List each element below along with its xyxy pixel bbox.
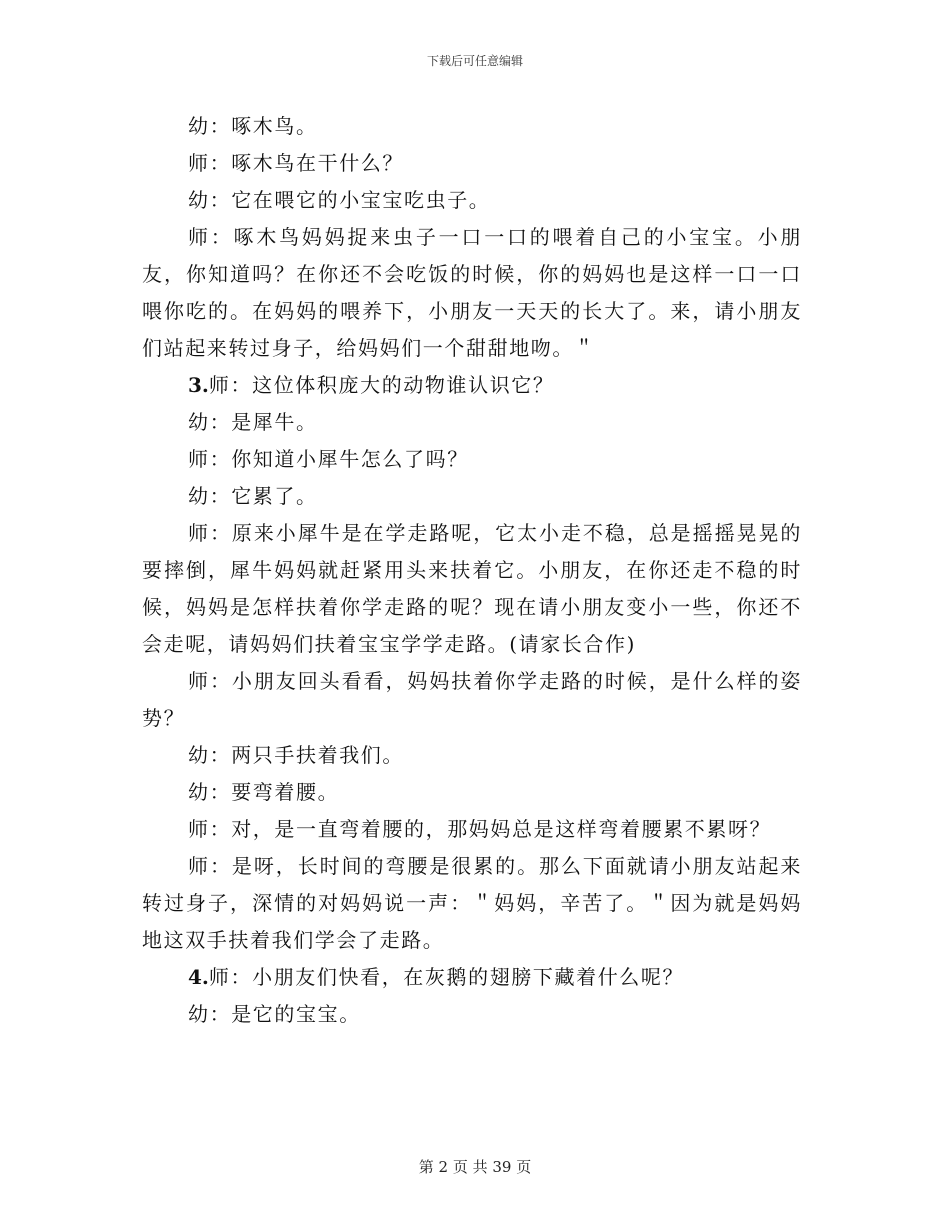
dialogue-paragraph <box>142 663 802 737</box>
paragraph-text: 幼：是犀牛。 <box>188 410 318 434</box>
paragraph-text: 幼：它在喂它的小宝宝吃虫子。 <box>188 188 491 212</box>
section-number: 3. <box>188 373 209 397</box>
document-body <box>142 108 802 1033</box>
paragraph-text: 师：这位体积庞大的动物谁认识它？ <box>208 373 555 397</box>
paragraph-text: 师：啄木鸟妈妈捉来虫子一口一口的喂着自己的小宝宝。小朋友，你知道吗？在你还不会吃饭的时候，你的妈妈也是这样一口一口喂你吃的。在妈妈的喂养下，小朋友一天天的长大了。来，请小朋友们站起来转过身子，给妈妈们一个甜甜地吻。＂ <box>142 225 802 360</box>
dialogue-paragraph <box>142 145 802 182</box>
paragraph-text: 师：啄木鸟在干什么？ <box>188 151 404 175</box>
dialogue-paragraph <box>142 478 802 515</box>
paragraph-text: 幼：两只手扶着我们。 <box>188 743 404 767</box>
dialogue-paragraph <box>142 737 802 774</box>
paragraph-text: 幼：是它的宝宝。 <box>188 1002 361 1026</box>
dialogue-paragraph <box>142 515 802 663</box>
dialogue-paragraph <box>142 996 802 1033</box>
paragraph-text: 师：你知道小犀牛怎么了吗？ <box>188 447 469 471</box>
paragraph-text: 幼：要弯着腰。 <box>188 780 340 804</box>
page-footer: 第 2 页 共 39 页 <box>418 1158 532 1176</box>
dialogue-paragraph <box>142 182 802 219</box>
paragraph-text: 师：小朋友们快看，在灰鹅的翅膀下藏着什么呢？ <box>208 965 685 989</box>
paragraph-text: 幼：它累了。 <box>188 484 318 508</box>
dialogue-paragraph <box>142 774 802 811</box>
dialogue-paragraph <box>142 367 802 404</box>
dialogue-paragraph <box>142 811 802 848</box>
dialogue-paragraph <box>142 219 802 367</box>
paragraph-text: 师：是呀，长时间的弯腰是很累的。那么下面就请小朋友站起来转过身子，深情的对妈妈说一声：＂妈妈，辛苦了。＂因为就是妈妈地这双手扶着我们学会了走路。 <box>142 854 802 952</box>
paragraph-text: 幼：啄木鸟。 <box>188 114 318 138</box>
dialogue-paragraph <box>142 848 802 959</box>
page-header: 下载后可任意编辑 <box>426 54 523 68</box>
paragraph-text: 师：原来小犀牛是在学走路呢，它太小走不稳，总是摇摇晃晃的要摔倒，犀牛妈妈就赶紧用头来扶着它。小朋友，在你还走不稳的时候，妈妈是怎样扶着你学走路的呢？现在请小朋友变小一些，你还不会走呢，请妈妈们扶着宝宝学学走路。(请家长合作) <box>142 521 802 656</box>
dialogue-paragraph <box>142 959 802 996</box>
paragraph-text: 师：小朋友回头看看，妈妈扶着你学走路的时候，是什么样的姿势？ <box>142 669 802 730</box>
section-number: 4. <box>188 965 209 989</box>
dialogue-paragraph <box>142 404 802 441</box>
dialogue-paragraph <box>142 441 802 478</box>
paragraph-text: 师：对，是一直弯着腰的，那妈妈总是这样弯着腰累不累呀？ <box>188 817 772 841</box>
dialogue-paragraph <box>142 108 802 145</box>
